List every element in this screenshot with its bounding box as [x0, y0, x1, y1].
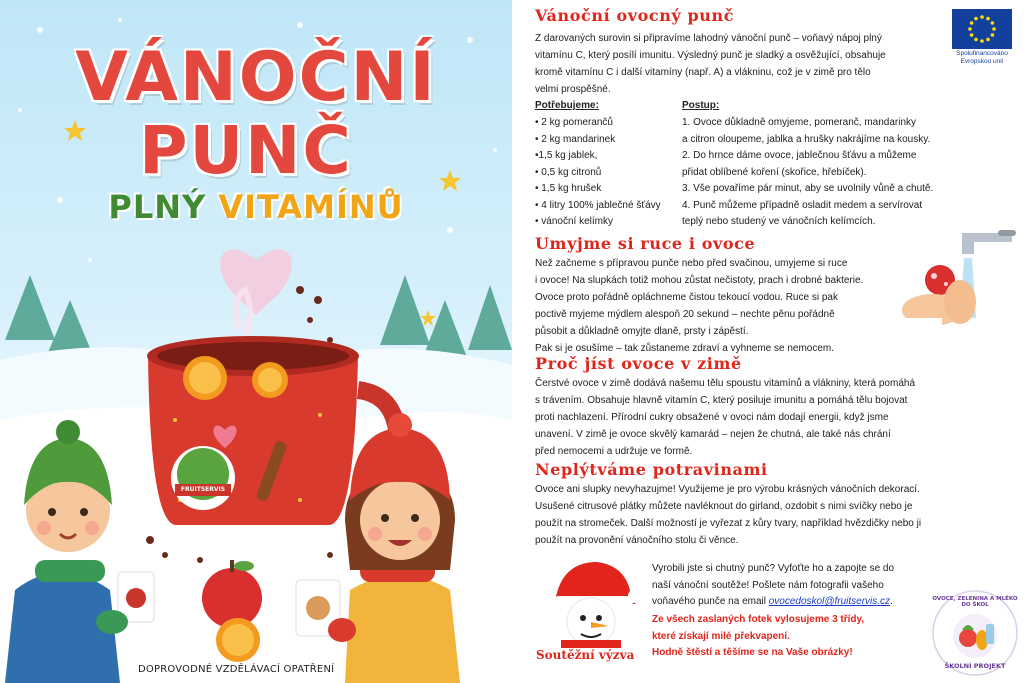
- text-line: Usušené citrusové plátky můžete navléknout do girland, ozdobit s nimi svíčky nebo je: [535, 501, 913, 512]
- contest-label: Soutěžní výzva: [536, 648, 635, 662]
- steam-heart-icon: [220, 249, 292, 315]
- list-item: • 0,5 kg citronů: [535, 166, 602, 178]
- list-item: přidat oblíbené koření (skořice, hřebíček).: [682, 166, 867, 178]
- text-line: použít na provonění vánočního stolu či věnce.: [535, 535, 739, 546]
- wash-text: [535, 255, 915, 357]
- text-line: Čerstvé ovoce v zimě dodává našemu tělu spoustu vitamínů a vlákniny, která pomáhá: [535, 378, 916, 389]
- washing-hands-icon: [902, 228, 1022, 346]
- list-item: 2. Do hrnce dáme ovoce, jablečnou šťávu a můžeme: [682, 150, 917, 161]
- text-line: poctivě myjeme mýdlem alespoň 20 sekund – nechte pěnu pořádně: [535, 309, 835, 320]
- text-line: s trávením. Obsahuje hlavně vitamín C, který posiluje imunitu a pomáhá tělu bojovat: [535, 395, 908, 406]
- text-line: velmi prospěšné.: [535, 84, 611, 95]
- contest-text: [652, 561, 942, 611]
- list-item: • vánoční kelímky: [535, 216, 613, 227]
- list-item: •1,5 kg jablek,: [535, 150, 598, 161]
- text-line: Hodně štěstí a těšíme se na Vaše obrázky!: [652, 647, 853, 658]
- text-line: které získají milé překvapení.: [652, 630, 790, 642]
- content-panel: [512, 0, 1024, 683]
- mug-logo-text: FRUITSERVIS: [180, 486, 226, 493]
- list-item: teplý nebo studený ve vánočních kelímcích.: [682, 216, 876, 227]
- text-line: Než začneme s přípravou punče nebo před svačinou, umyjeme si ruce: [535, 258, 848, 269]
- fruitservis-logo-icon: [171, 446, 235, 510]
- poster-title-line2: PUNČ: [139, 112, 353, 189]
- eu-line-1: Spolufinancováno: [956, 50, 1008, 57]
- list-item: 4. Punč můžeme případně osladit medem a servírovat: [682, 199, 923, 211]
- text-line: naší vánoční soutěže! Pošlete nám fotografii vašeho: [652, 579, 884, 591]
- text-line: Vyrobili jste si chutný punč? Vyfoťte ho a zapojte se do: [652, 563, 895, 574]
- text-line: kromě vitamínu C i další vitamíny (např. A) a vlákninu, což je v zimě pro tělo: [535, 67, 871, 78]
- waste-text: [535, 481, 975, 549]
- text-line: Ze všech zaslaných fotek vylosujeme 3 třídy,: [652, 614, 865, 625]
- text-line: Ovoce ani slupky nevyhazujme! Využijeme je pro výrobu krásných vánočních dekorací.: [535, 484, 920, 495]
- text-line: Pak si je osušíme – tak zůstaneme zdraví a vyhneme se nemocem.: [535, 343, 835, 354]
- text-line: i ovoce! Na slupkách totiž mohou zůstat nečistoty, prach i drobné bakterie.: [535, 275, 864, 286]
- eu-flag-icon: [952, 9, 1012, 49]
- list-item: 3. Vše povaříme pár minut, aby se uvolnily vůně a chutě.: [682, 183, 934, 194]
- heading-punch: Vánoční ovocný punč: [535, 6, 735, 25]
- winter-text: [535, 375, 975, 460]
- list-item: • 2 kg pomerančů: [535, 117, 613, 128]
- heading-waste: Neplýtváme potravinami: [535, 460, 768, 479]
- contest-highlight: [652, 612, 942, 662]
- list-item: • 2 kg mandarinek: [535, 133, 616, 145]
- ingredients-list: [535, 115, 661, 231]
- list-item: a citron oloupeme, jablka a hrušky nakrájíme na kousky.: [682, 133, 931, 145]
- text-line: vitamínu C, který posílí imunitu. Výsledný punč je sladký a osvěžující, obsahuje: [535, 50, 886, 61]
- text-line: unavení. V zimě je ovoce skvělý kamarád – nejen že chutná, ale také nás chrání: [535, 429, 891, 440]
- text-line: proti nachlazení. Přírodní cukry obsažené v ovoci nám dodají energii, když jsme: [535, 412, 889, 423]
- subtitle-word-1: PLNÝ: [108, 188, 207, 226]
- list-item: 1. Ovoce důkladně omyjeme, pomeranč, mandarinky: [682, 117, 917, 128]
- text-line: použít na stromeček. Další možností je vyřezat z kůry tvary, například hvězdičky nebo ji: [535, 518, 922, 529]
- subtitle-word-2: VITAMÍNŮ: [218, 188, 404, 226]
- contest-email-link[interactable]: ovocedoskol@fruitservis.cz: [768, 596, 891, 607]
- list-item: • 1,5 kg hrušek: [535, 183, 602, 194]
- text-fragment: voňavého punče na email: [652, 596, 769, 607]
- text-line: před nemocemi a udržuje ve formě.: [535, 446, 693, 457]
- punch-intro: [535, 30, 945, 98]
- list-item: • 4 litry 100% jablečné šťávy: [535, 199, 661, 211]
- poster-subtitle: [0, 188, 512, 226]
- eu-logo-text: [942, 50, 1022, 66]
- text-line: [652, 594, 942, 611]
- heading-wash: Umyjme si ruce i ovoce: [535, 234, 756, 253]
- text-line: Ovoce proto pořádně opláchneme čistou tekoucí vodou. Ruce si pak: [535, 292, 838, 303]
- badge-bottom-text: ŠKOLNÍ PROJEKT: [944, 662, 1006, 670]
- snowman-icon: [535, 556, 645, 648]
- text-line: Z darovaných surovin si připravíme lahodný vánoční punč – voňavý nápoj plný: [535, 33, 882, 44]
- ingredients-heading: Potřebujeme:: [535, 100, 599, 111]
- heading-winter: Proč jíst ovoce v zimě: [535, 354, 742, 373]
- text-fragment: .: [890, 596, 893, 607]
- badge-text: OVOCE, ZELENINA A MLÉKO DO ŠKOL: [932, 596, 1018, 608]
- text-line: působit a důkladně omyjte dlaně, prsty i zápěstí.: [535, 326, 749, 337]
- steps-heading: Postup:: [682, 100, 720, 111]
- eu-line-2: Evropskou unií: [960, 58, 1004, 65]
- steps-list: [682, 115, 982, 231]
- poster-title-line1: VÁNOČNÍ: [75, 38, 437, 117]
- poster-footer: DOPROVODNÉ VZDĚLÁVACÍ OPATŘENÍ: [138, 664, 335, 675]
